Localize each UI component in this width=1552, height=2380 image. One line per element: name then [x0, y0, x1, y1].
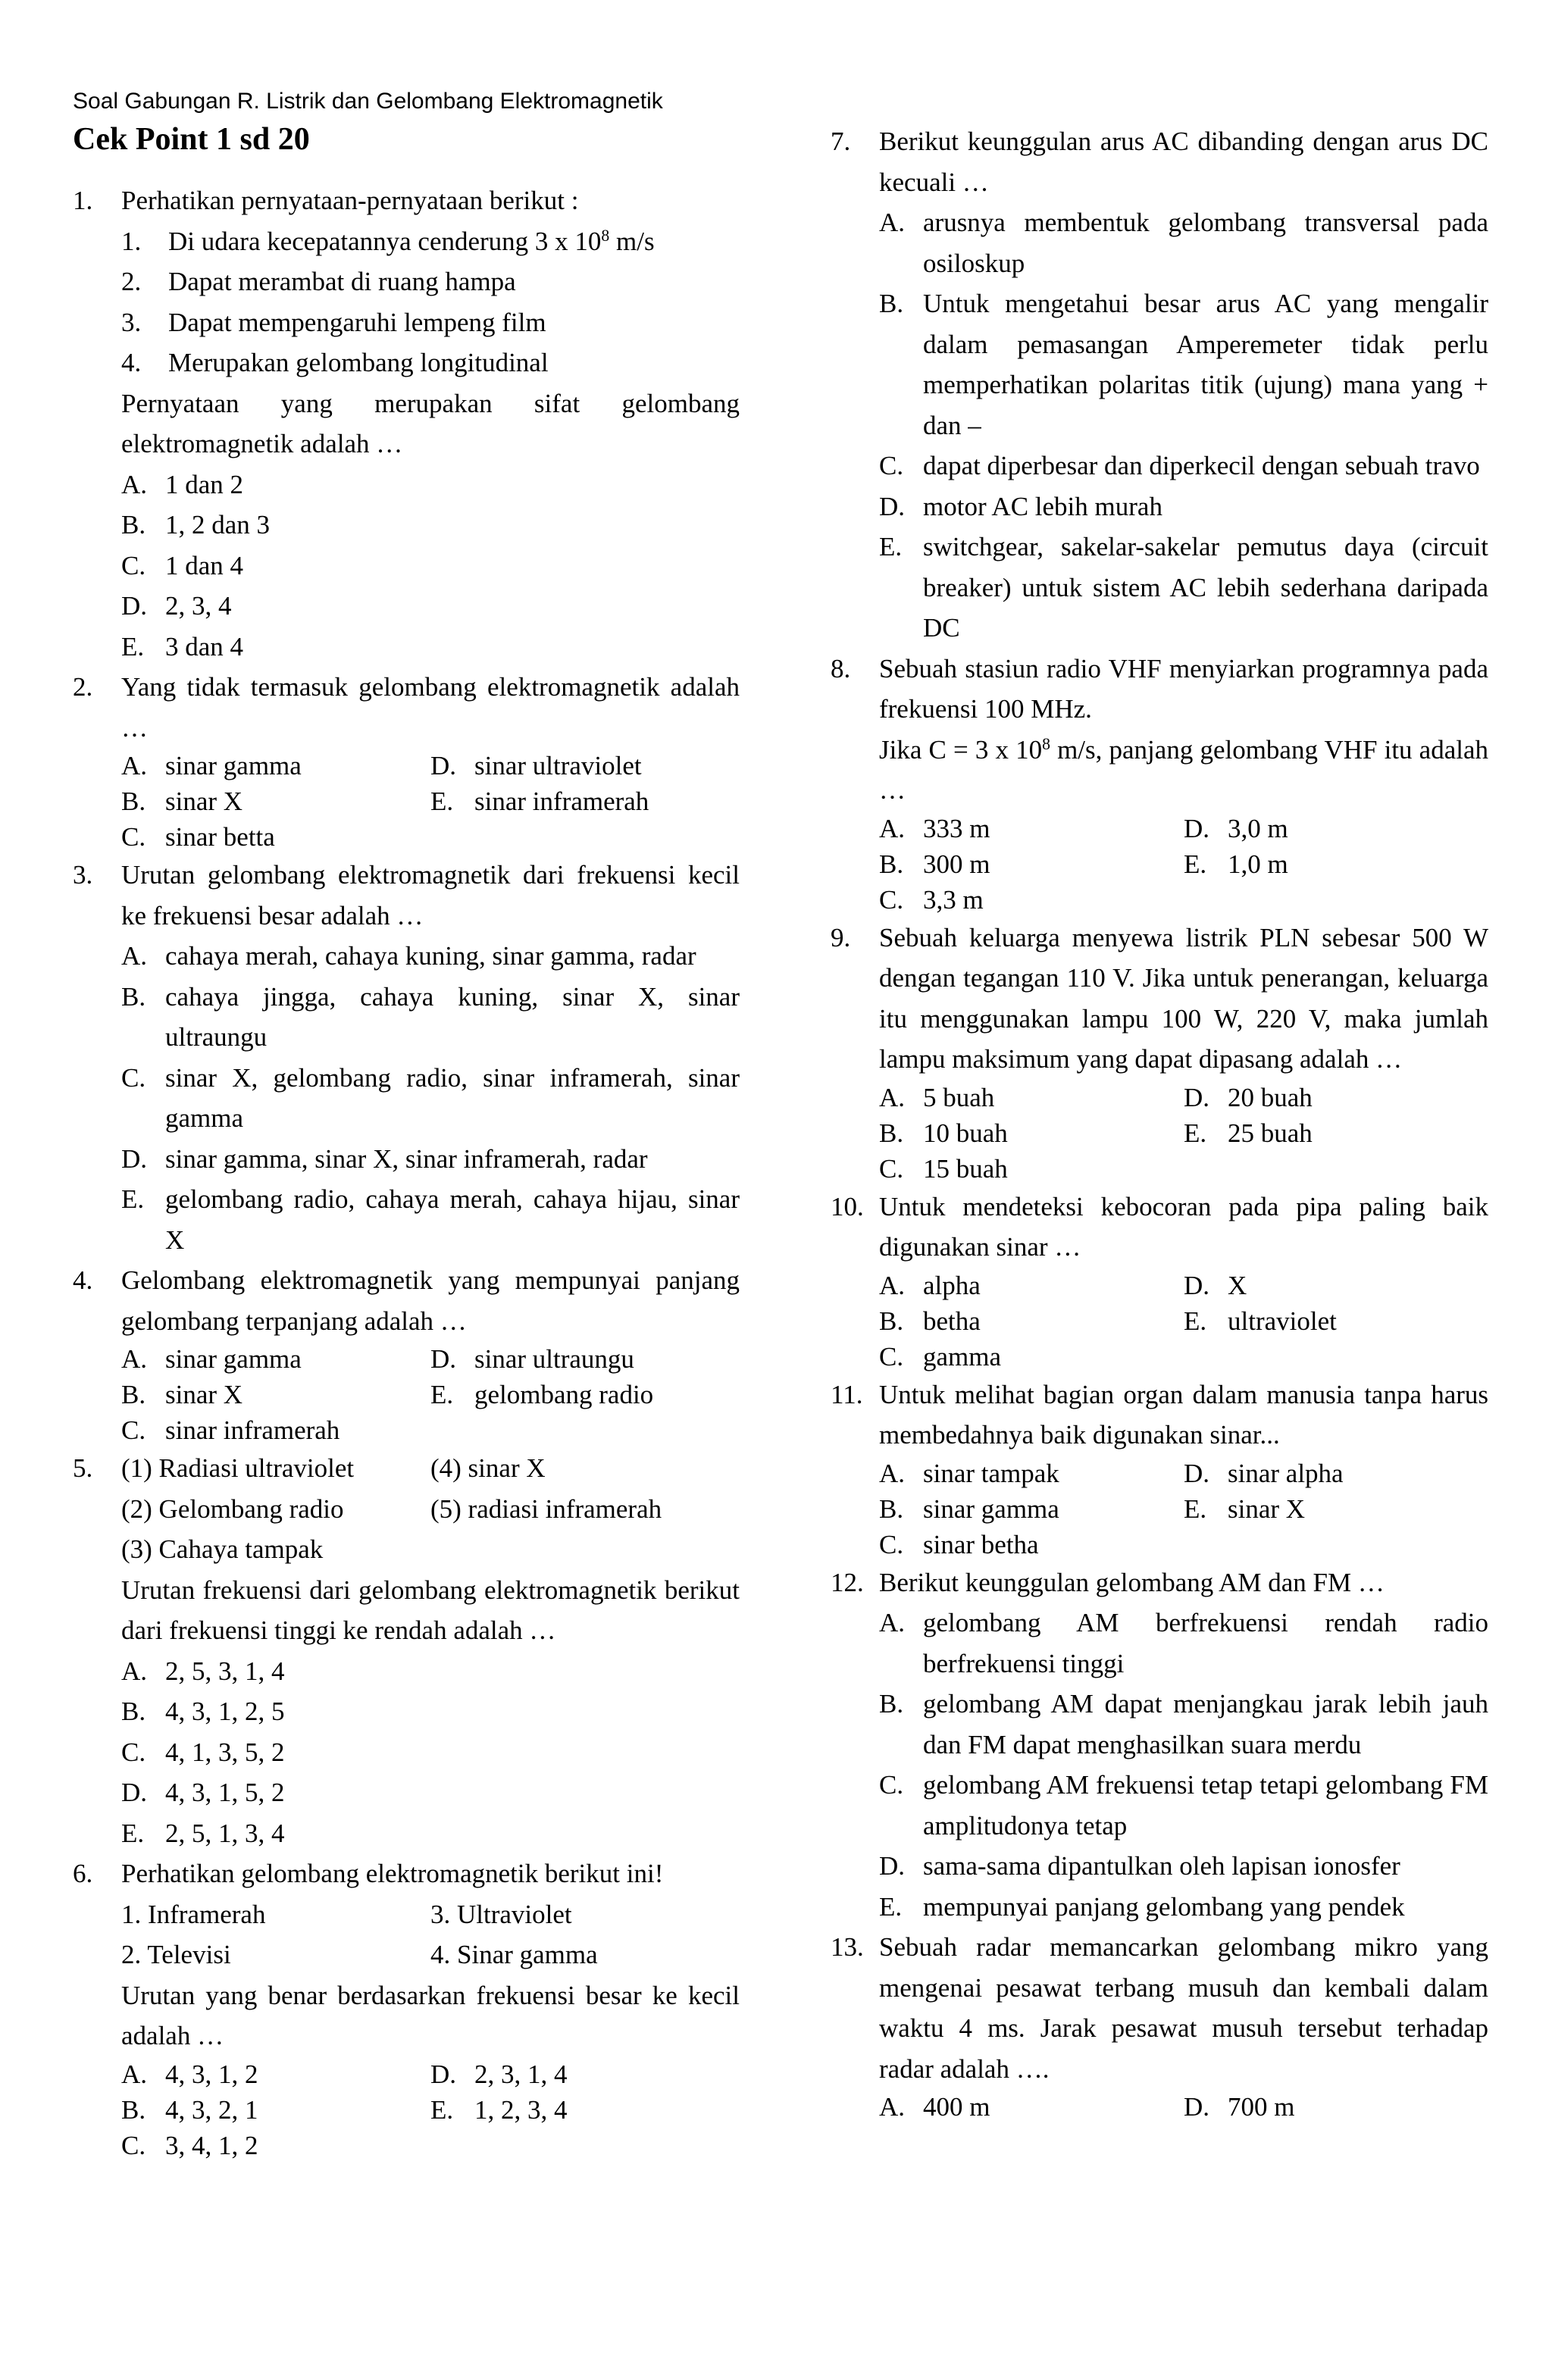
answer-option[interactable]: C. gelombang AM frekuensi tetap tetapi gelombang FM amplitudonya tetap [879, 1770, 1488, 1841]
answer-option[interactable]: E. 25 buah [1184, 1118, 1313, 1148]
answer-option[interactable]: C. sinar X, gelombang radio, sinar inframerah, sinar gamma [121, 1062, 740, 1133]
question-8 [831, 649, 1488, 918]
answer-option[interactable]: D. 700 m [1184, 2092, 1295, 2122]
question-text: Berikut keunggulan arus AC dibanding dengan arus DC kecuali … [879, 127, 1488, 197]
answer-option[interactable]: C. 1 dan 4 [121, 550, 244, 580]
question-number: 10. [831, 1191, 864, 1221]
answer-option[interactable]: B. 4, 3, 2, 1 [121, 2094, 258, 2125]
answer-option[interactable]: C. 4, 1, 3, 5, 2 [121, 1737, 285, 1767]
question-number: 1. [73, 186, 93, 215]
answer-option[interactable]: D. 2, 3, 4 [121, 591, 232, 621]
question-12 [831, 1562, 1488, 1928]
answer-option[interactable]: D. sama-sama dipantulkan oleh lapisan ionosfer [879, 1851, 1400, 1881]
question-10 [831, 1187, 1488, 1375]
answer-option[interactable]: E. gelombang radio, cahaya merah, cahaya hijau, sinar X [121, 1184, 740, 1255]
list-item: (2) Gelombang radio [121, 1493, 344, 1524]
question-number: 6. [73, 1859, 93, 1888]
statement-item: 3. Dapat mempengaruhi lempeng film [121, 307, 546, 337]
answer-option[interactable]: C. gamma [879, 1341, 1002, 1371]
answer-option[interactable]: B. sinar X [121, 787, 243, 816]
answer-option[interactable]: E. 3 dan 4 [121, 631, 244, 661]
wave-list [121, 1894, 740, 1975]
question-number: 11. [831, 1379, 863, 1409]
question-4 [73, 1260, 740, 1448]
question-text: Urutan gelombang elektromagnetik dari frekuensi kecil ke frekuensi besar adalah … [121, 860, 740, 930]
answer-option[interactable]: D. 20 buah [1184, 1082, 1313, 1112]
answer-option[interactable]: B. 1, 2 dan 3 [121, 510, 271, 539]
answer-option[interactable]: D. sinar gamma, sinar X, sinar inframerah, radar [121, 1143, 648, 1174]
answer-option[interactable]: B. gelombang AM dapat menjangkau jarak lebih jauh dan FM dapat menghasilkan suara merdu [879, 1689, 1488, 1759]
answer-option[interactable]: B. 4, 3, 1, 2, 5 [121, 1697, 285, 1726]
answer-option[interactable]: E. 1,0 m [1184, 849, 1288, 879]
answer-option[interactable]: D. 2, 3, 1, 4 [430, 2059, 568, 2089]
answer-option[interactable]: A. cahaya merah, cahaya kuning, sinar gamma, radar [121, 941, 696, 971]
answer-option[interactable]: A. sinar tampak [879, 1458, 1059, 1488]
document-title: Cek Point 1 sd 20 [73, 122, 310, 157]
list-item: 1. Inframerah [121, 1899, 266, 1929]
options-grid [121, 2056, 740, 2128]
question-number: 3. [73, 860, 93, 890]
question-text: Gelombang elektromagnetik yang mempunyai panjang gelombang terpanjang adalah … [121, 1265, 740, 1336]
question-number: 5. [73, 1453, 93, 1483]
statement-item: 1. Di udara kecepatannya cenderung 3 x $10^8$ m/s [121, 226, 655, 256]
question-number: 12. [831, 1567, 864, 1597]
question-text: Sebuah radar memancarkan gelombang mikro yang mengenai pesawat terbang musuh dan kembali dalam waktu 4 ms. Jarak pesawat musuh tersebut terhadap radar adalah …. [879, 1932, 1488, 2084]
answer-option[interactable]: C. sinar betha [879, 1529, 1039, 1559]
list-item: 2. Televisi [121, 1940, 231, 1969]
answer-option[interactable]: B. Untuk mengetahui besar arus AC yang mengalir dalam pemasangan Amperemeter tidak perlu memperhatikan polaritas titik (ujung) mana yang + dan – [879, 289, 1488, 440]
wave-list [121, 1448, 740, 1529]
answer-option[interactable]: E. sinar X [1184, 1493, 1306, 1524]
question-text: Sebuah stasiun radio VHF menyiarkan programnya pada frekuensi 100 MHz. [879, 653, 1488, 724]
question-text: Untuk melihat bagian organ dalam manusia tanpa harus membedahnya baik digunakan sinar... [879, 1379, 1488, 1450]
question-text: Berikut keunggulan gelombang AM dan FM … [879, 1567, 1385, 1597]
question-number: 4. [73, 1265, 93, 1295]
answer-option[interactable]: A. sinar gamma [121, 751, 302, 780]
right-column [831, 121, 1488, 2125]
answer-option[interactable]: D. motor AC lebih murah [879, 491, 1162, 521]
answer-option[interactable]: A. 4, 3, 1, 2 [121, 2059, 258, 2089]
options-grid [121, 1341, 740, 1412]
answer-option[interactable]: A. 333 m [879, 813, 990, 843]
question-7 [831, 121, 1488, 649]
answer-option[interactable]: B. betha [879, 1306, 981, 1336]
answer-option[interactable]: D. 3,0 m [1184, 813, 1288, 843]
options-grid [879, 1080, 1488, 1151]
answer-option[interactable]: B. cahaya jingga, cahaya kuning, sinar X, sinar ultraungu [121, 981, 740, 1052]
document-subtitle: Soal Gabungan R. Listrik dan Gelombang Elektromagnetik [73, 89, 663, 114]
answer-option[interactable]: A. 400 m [879, 2092, 990, 2122]
question-3 [73, 855, 740, 1260]
question-1 [73, 180, 740, 667]
question-text-2: Jika C = 3 x $10^8$ m/s, panjang gelombang VHF itu adalah … [879, 734, 1489, 805]
answer-option[interactable]: E. ultraviolet [1184, 1306, 1337, 1336]
question-9 [831, 918, 1488, 1187]
answer-option[interactable]: D. 4, 3, 1, 5, 2 [121, 1778, 285, 1807]
list-item: 4. Sinar gamma [430, 1940, 598, 1969]
list-item: (1) Radiasi ultraviolet [121, 1453, 355, 1483]
answer-option[interactable]: D. sinar alpha [1184, 1458, 1344, 1488]
options-grid [879, 811, 1488, 882]
answer-option[interactable]: C. sinar betta [121, 822, 275, 852]
statement-item: 4. Merupakan gelombang longitudinal [121, 348, 549, 377]
question-number: 7. [831, 127, 851, 156]
answer-option[interactable]: D. sinar ultraviolet [430, 751, 642, 780]
question-number: 2. [73, 672, 93, 702]
answer-option[interactable]: C. 3, 4, 1, 2 [121, 2130, 258, 2160]
question-number: 9. [831, 922, 851, 952]
left-column [73, 85, 740, 2163]
answer-option[interactable]: E. gelombang radio [430, 1380, 654, 1409]
question-2 [73, 667, 740, 855]
answer-option[interactable]: C. 3,3 m [879, 884, 984, 915]
answer-option[interactable]: E. sinar inframerah [430, 787, 649, 816]
answer-option[interactable]: C. 15 buah [879, 1153, 1008, 1184]
answer-option[interactable]: A. arusnya membentuk gelombang transversal pada osiloskup [879, 208, 1488, 278]
answer-option[interactable]: B. 300 m [879, 849, 990, 879]
question-text: Sebuah keluarga menyewa listrik PLN sebesar 500 W dengan tegangan 110 V. Jika untuk penerangan, keluarga itu menggunakan lampu 100 W, 220 V, maka jumlah lampu maksimum yang dapat dipasang adalah … [879, 922, 1488, 1074]
answer-option[interactable]: E. switchgear, sakelar-sakelar pemutus daya (circuit breaker) untuk sistem AC lebih sederhana daripada DC [879, 532, 1488, 643]
answer-option[interactable]: A. 5 buah [879, 1082, 995, 1112]
answer-option[interactable]: B. sinar X [121, 1380, 243, 1409]
question-text: Yang tidak termasuk gelombang elektromagnetik adalah … [121, 672, 740, 743]
answer-option[interactable]: A. 2, 5, 3, 1, 4 [121, 1656, 285, 1686]
answer-option[interactable]: A. gelombang AM berfrekuensi rendah radio berfrekuensi tinggi [879, 1608, 1488, 1678]
answer-option[interactable]: E. 1, 2, 3, 4 [430, 2094, 568, 2125]
list-item: 3. Ultraviolet [430, 1899, 572, 1929]
answer-option[interactable]: E. 2, 5, 1, 3, 4 [121, 1818, 285, 1848]
answer-option[interactable]: B. 10 buah [879, 1118, 1008, 1148]
question-text: Perhatikan pernyataan-pernyataan berikut : [121, 186, 579, 215]
options-grid [121, 748, 740, 819]
list-item: (4) sinar X [430, 1453, 546, 1483]
question-text: Untuk mendeteksi kebocoran pada pipa paling baik digunakan sinar … [879, 1191, 1488, 1262]
question-prompt: Urutan yang benar berdasarkan frekuensi besar ke kecil adalah … [121, 1980, 740, 2050]
options-grid [879, 2089, 1488, 2125]
question-prompt: Urutan frekuensi dari gelombang elektromagnetik berikut dari frekuensi tinggi ke rendah adalah … [121, 1575, 740, 1645]
answer-option[interactable]: A. alpha [879, 1270, 981, 1300]
list-item: (5) radiasi inframerah [430, 1493, 662, 1524]
answer-option[interactable]: B. sinar gamma [879, 1493, 1059, 1524]
answer-option[interactable]: A. 1 dan 2 [121, 469, 244, 499]
question-6 [73, 1853, 740, 2163]
question-11 [831, 1375, 1488, 1562]
question-number: 8. [831, 653, 851, 683]
answer-option[interactable]: A. sinar gamma [121, 1344, 302, 1374]
question-text: Perhatikan gelombang elektromagnetik berikut ini! [121, 1859, 664, 1888]
question-13 [831, 1927, 1488, 2125]
answer-option[interactable]: D. sinar ultraungu [430, 1344, 634, 1374]
statement-item: 2. Dapat merambat di ruang hampa [121, 267, 516, 296]
answer-option[interactable]: C. dapat diperbesar dan diperkecil dengan sebuah travo [879, 451, 1480, 480]
options-grid [879, 1268, 1488, 1339]
list-item: (3) Cahaya tampak [121, 1534, 324, 1564]
answer-option[interactable]: C. sinar inframerah [121, 1415, 340, 1445]
question-5 [73, 1448, 740, 1853]
answer-option[interactable]: E. mempunyai panjang gelombang yang pendek [879, 1891, 1405, 1922]
answer-option[interactable]: D. X [1184, 1270, 1247, 1300]
options-grid [879, 1456, 1488, 1527]
question-prompt: Pernyataan yang merupakan sifat gelombang elektromagnetik adalah … [121, 388, 740, 458]
question-number: 13. [831, 1932, 864, 1962]
